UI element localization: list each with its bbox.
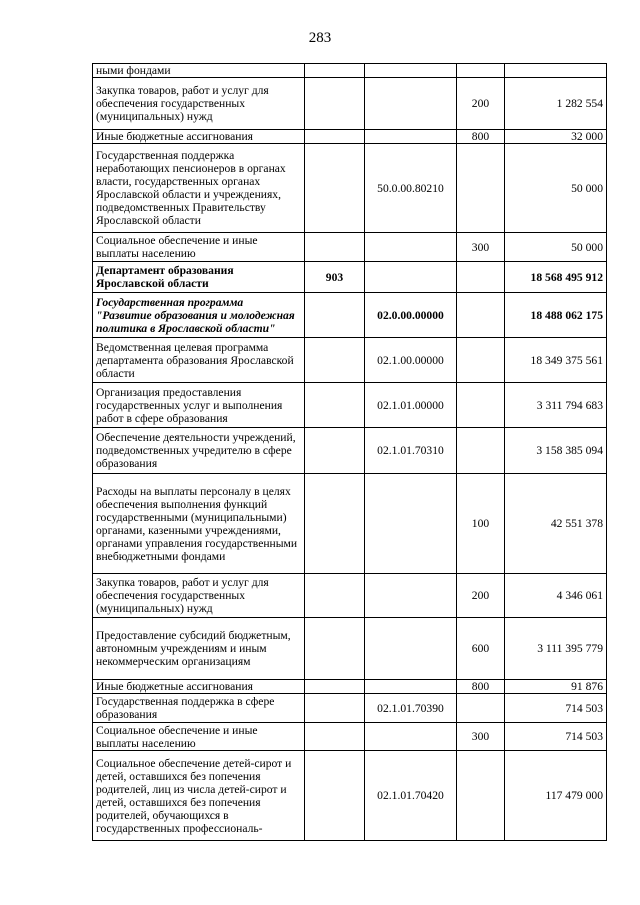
amount-cell: 42 551 378 [505, 474, 607, 574]
expense-type-cell [457, 694, 505, 723]
amount-cell: 714 503 [505, 723, 607, 751]
target-article-cell [365, 723, 457, 751]
target-article-cell [365, 680, 457, 694]
department-code-cell [305, 428, 365, 474]
target-article-cell: 02.0.00.00000 [365, 293, 457, 338]
expense-type-cell: 600 [457, 618, 505, 680]
expense-type-cell: 300 [457, 233, 505, 262]
table-row [93, 64, 607, 78]
department-code-cell [305, 78, 365, 130]
target-article-cell [365, 574, 457, 618]
department-code-cell [305, 144, 365, 233]
amount-cell: 4 346 061 [505, 574, 607, 618]
expense-type-cell [457, 751, 505, 841]
target-article-cell [365, 78, 457, 130]
table-row [93, 723, 607, 751]
table-row [93, 233, 607, 262]
expense-name-cell: Социальное обеспечение детей-сирот и детей, оставшихся без попечения родителей, лиц из числа детей-сирот и детей, оставшихся без попечения родителей, обучающихся в государственных профессиональ- [93, 751, 305, 841]
table-row [93, 474, 607, 574]
target-article-cell [365, 233, 457, 262]
department-code-cell [305, 130, 365, 144]
table-row [93, 262, 607, 293]
expense-type-cell: 800 [457, 680, 505, 694]
amount-cell: 18 568 495 912 [505, 262, 607, 293]
target-article-cell: 02.1.01.70390 [365, 694, 457, 723]
amount-cell: 714 503 [505, 694, 607, 723]
amount-cell: 3 158 385 094 [505, 428, 607, 474]
expense-name-cell: Государственная программа "Развитие образования и молодежная политика в Ярославской области" [93, 293, 305, 338]
amount-cell: 50 000 [505, 144, 607, 233]
amount-cell: 1 282 554 [505, 78, 607, 130]
target-article-cell: 02.1.01.00000 [365, 383, 457, 428]
department-code-cell [305, 618, 365, 680]
expense-name-cell: ными фондами [93, 64, 305, 78]
table-row [93, 338, 607, 383]
expense-name-cell: Предоставление субсидий бюджетным, автономным учреждениям и иным некоммерческим организациям [93, 618, 305, 680]
amount-cell: 117 479 000 [505, 751, 607, 841]
table-row [93, 383, 607, 428]
expense-name-cell: Государственная поддержка в сфере образования [93, 694, 305, 723]
expense-type-cell: 200 [457, 574, 505, 618]
expense-name-cell: Расходы на выплаты персоналу в целях обеспечения выполнения функций государственными (муниципальными) органами, казенными учреждениями, органами управления государственными внебюджетными фондами [93, 474, 305, 574]
expense-type-cell [457, 262, 505, 293]
amount-cell: 3 311 794 683 [505, 383, 607, 428]
table-row [93, 694, 607, 723]
expense-type-cell [457, 428, 505, 474]
table-row [93, 680, 607, 694]
department-code-cell [305, 751, 365, 841]
table-row [93, 751, 607, 841]
expense-name-cell: Закупка товаров, работ и услуг для обеспечения государственных (муниципальных) нужд [93, 78, 305, 130]
amount-cell: 3 111 395 779 [505, 618, 607, 680]
expense-type-cell: 800 [457, 130, 505, 144]
amount-cell: 32 000 [505, 130, 607, 144]
department-code-cell [305, 680, 365, 694]
table-row [93, 130, 607, 144]
department-code-cell [305, 474, 365, 574]
department-code-cell [305, 338, 365, 383]
budget-table-body [93, 64, 607, 841]
expense-type-cell: 100 [457, 474, 505, 574]
department-code-cell [305, 723, 365, 751]
amount-cell: 50 000 [505, 233, 607, 262]
table-row [93, 144, 607, 233]
expense-name-cell: Департамент образования Ярославской области [93, 262, 305, 293]
budget-table [92, 63, 607, 841]
table-row [93, 428, 607, 474]
amount-cell [505, 64, 607, 78]
expense-name-cell: Организация предоставления государственных услуг и выполнения работ в сфере образования [93, 383, 305, 428]
amount-cell: 91 876 [505, 680, 607, 694]
expense-type-cell [457, 144, 505, 233]
target-article-cell: 50.0.00.80210 [365, 144, 457, 233]
department-code-cell: 903 [305, 262, 365, 293]
target-article-cell [365, 64, 457, 78]
department-code-cell [305, 233, 365, 262]
expense-type-cell [457, 64, 505, 78]
table-row [93, 574, 607, 618]
page-number: 283 [308, 30, 332, 46]
expense-type-cell [457, 383, 505, 428]
department-code-cell [305, 383, 365, 428]
amount-cell: 18 488 062 175 [505, 293, 607, 338]
expense-type-cell [457, 338, 505, 383]
expense-name-cell: Государственная поддержка неработающих пенсионеров в органах власти, государственных органах Ярославской области и учреждениях, подведомственных Правительству Ярославской области [93, 144, 305, 233]
target-article-cell [365, 130, 457, 144]
expense-type-cell [457, 293, 505, 338]
expense-name-cell: Закупка товаров, работ и услуг для обеспечения государственных (муниципальных) нужд [93, 574, 305, 618]
table-row [93, 293, 607, 338]
target-article-cell: 02.1.01.70420 [365, 751, 457, 841]
target-article-cell [365, 474, 457, 574]
department-code-cell [305, 574, 365, 618]
expense-name-cell: Ведомственная целевая программа департамента образования Ярославской области [93, 338, 305, 383]
department-code-cell [305, 293, 365, 338]
target-article-cell [365, 618, 457, 680]
target-article-cell: 02.1.01.70310 [365, 428, 457, 474]
table-row [93, 78, 607, 130]
expense-name-cell: Социальное обеспечение и иные выплаты населению [93, 233, 305, 262]
expense-type-cell: 200 [457, 78, 505, 130]
expense-type-cell: 300 [457, 723, 505, 751]
department-code-cell [305, 694, 365, 723]
amount-cell: 18 349 375 561 [505, 338, 607, 383]
expense-name-cell: Обеспечение деятельности учреждений, подведомственных учредителю в сфере образования [93, 428, 305, 474]
expense-name-cell: Иные бюджетные ассигнования [93, 680, 305, 694]
target-article-cell [365, 262, 457, 293]
target-article-cell: 02.1.00.00000 [365, 338, 457, 383]
expense-name-cell: Социальное обеспечение и иные выплаты населению [93, 723, 305, 751]
expense-name-cell: Иные бюджетные ассигнования [93, 130, 305, 144]
department-code-cell [305, 64, 365, 78]
table-row [93, 618, 607, 680]
